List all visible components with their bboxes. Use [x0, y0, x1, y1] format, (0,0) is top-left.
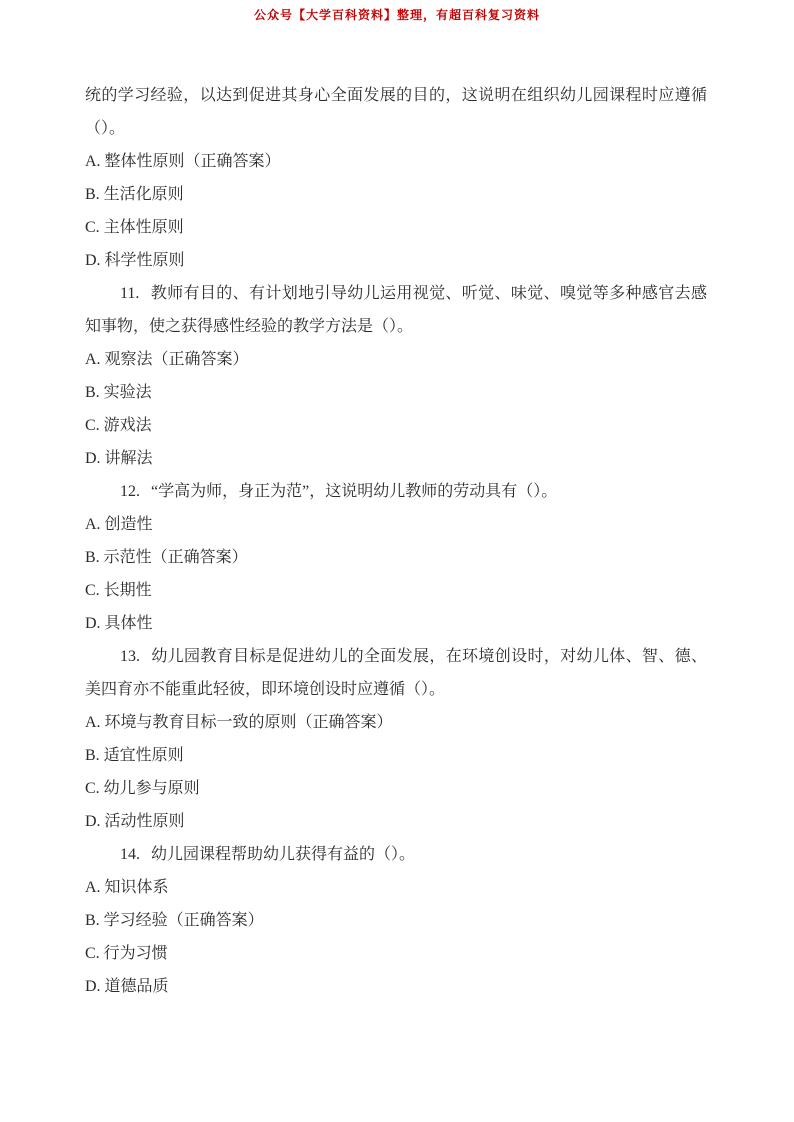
question-13-option-a: A. 环境与教育目标一致的原则（正确答案）: [85, 714, 393, 731]
document-body: [85, 79, 707, 1003]
page-header-text: 公众号【大学百科资料】整理，有超百科复习资料: [253, 8, 540, 22]
question-14-option-c: C. 行为习惯: [85, 945, 168, 962]
question-13-stem: 幼儿园教育目标是促进幼儿的全面发展，在环境创设时，对幼儿体、智、德、美四育亦不能重此轻彼，即环境创设时应遵循（）。: [85, 648, 707, 698]
question-11-stem: 教师有目的、有计划地引导幼儿运用视觉、听觉、味觉、嗅觉等多种感官去感知事物，使之获得感性经验的教学方法是（）。: [85, 285, 707, 335]
question-13-number: 13.: [120, 648, 140, 665]
question-14-text: [85, 838, 707, 871]
question-11-option-c: C. 游戏法: [85, 417, 152, 434]
question-10-option-d: D. 科学性原则: [85, 252, 185, 269]
question-13-option-b: B. 适宜性原则: [85, 747, 184, 764]
question-10-option-a: A. 整体性原则（正确答案）: [85, 153, 281, 170]
question-12-option-d: D. 具体性: [85, 615, 153, 632]
question-12-option-b: B. 示范性（正确答案）: [85, 549, 248, 566]
question-13-text: [85, 640, 707, 706]
question-14-stem: 幼儿园课程帮助幼儿获得有益的（）。: [151, 846, 416, 863]
question-14-option-d: D. 道德品质: [85, 978, 169, 995]
question-11-option-d: D. 讲解法: [85, 450, 153, 467]
question-11-number: 11.: [120, 285, 140, 302]
question-12-number: 12.: [120, 483, 140, 500]
question-10-option-b: B. 生活化原则: [85, 186, 184, 203]
question-11-text: [85, 277, 707, 343]
page-header: [0, 6, 794, 23]
question-11-option-b: B. 实验法: [85, 384, 152, 401]
question-14-number: 14.: [120, 846, 140, 863]
question-11-option-a: A. 观察法（正确答案）: [85, 351, 249, 368]
question-13-option-d: D. 活动性原则: [85, 813, 185, 830]
question-13-option-c: C. 幼儿参与原则: [85, 780, 200, 797]
question-14-option-b: B. 学习经验（正确答案）: [85, 912, 264, 929]
question-12-option-a: A. 创造性: [85, 516, 153, 533]
question-10-continuation-text: 统的学习经验，以达到促进其身心全面发展的目的，这说明在组织幼儿园课程时应遵循（）。: [85, 87, 707, 137]
question-12-option-c: C. 长期性: [85, 582, 152, 599]
question-12-stem: “学高为师，身正为范”，这说明幼儿教师的劳动具有（）。: [151, 483, 558, 500]
question-14-option-a: A. 知识体系: [85, 879, 169, 896]
question-10-option-c: C. 主体性原则: [85, 219, 184, 236]
question-12-text: [85, 475, 707, 508]
